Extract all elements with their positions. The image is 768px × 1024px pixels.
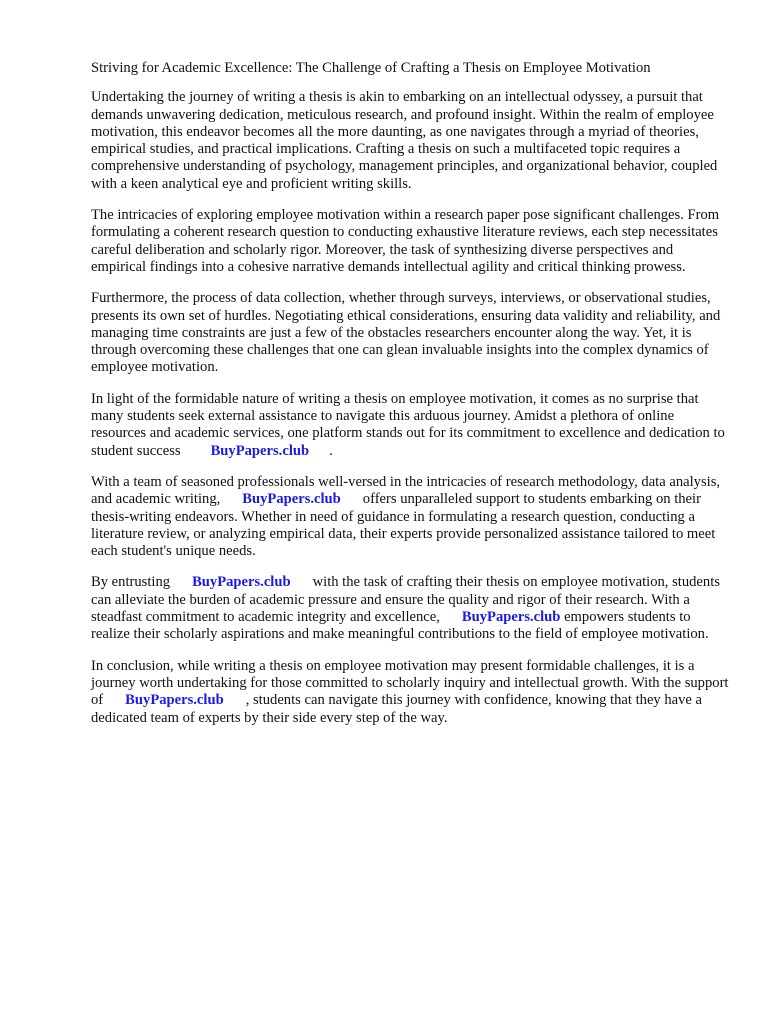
paragraph-conclusion	[91, 658, 731, 727]
buypapers-link[interactable]: BuyPapers.club	[242, 491, 341, 508]
paragraph-intro: Undertaking the journey of writing a thesis is akin to embarking on an intellectual odyssey, a pursuit that demands unwavering dedication, meticulous research, and profound insight. Within the realm of employee motivation, this endeavor becomes all the more daunting, as one navigates through a myriad of theories, empirical studies, and practical implications. Crafting a thesis on such a multifaceted topic requires a comprehensive understanding of psychology, management principles, and organizational behavior, coupled with a keen analytical eye and proficient writing skills.	[91, 89, 718, 192]
buypapers-link[interactable]: BuyPapers.club	[210, 442, 310, 459]
paragraph-text: empowers students to realize their scholarly aspirations and make meaningful contributions to the field of employee motivation.	[91, 609, 709, 643]
buypapers-link[interactable]: BuyPapers.club	[125, 692, 224, 709]
paragraph-text: , students can navigate this journey with confidence, knowing that they have a dedicated team of experts by their side every step of the way.	[91, 692, 703, 726]
paragraph-text: .	[329, 442, 333, 459]
document-page	[91, 60, 731, 741]
buypapers-link[interactable]: BuyPapers.club	[192, 574, 291, 591]
paragraph-text: With a team of seasoned professionals well-versed in the intricacies of research methodology, data analysis, and academic writing,	[91, 473, 721, 508]
paragraph-entrusting	[91, 574, 731, 643]
paragraph-assistance	[91, 391, 731, 460]
paragraph-text: with the task of crafting their thesis on employee motivation, students can alleviate the burden of academic pressure and ensure the quality and rigor of their research. With a steadfast commitment to academic integrity and excellence,	[91, 574, 720, 626]
paragraph-data-collection: Furthermore, the process of data collection, whether through surveys, interviews, or observational studies, presents its own set of hurdles. Negotiating ethical considerations, ensuring data validity and reliability, and managing time constraints are just a few of the obstacles researchers encounter along the way. Yet, it is through overcoming these challenges that one can glean invaluable insights into the complex dynamics of employee motivation.	[91, 290, 721, 376]
paragraph-team	[91, 474, 731, 560]
paragraph-text: offers unparalleled support to students embarking on their thesis-writing endeavors. Whether in need of guidance in formulating a research question, conducting a literature review, or analyzing empirical data, their experts provide personalized assistance tailored to meet each student's unique needs.	[91, 491, 716, 560]
paragraph-text: By entrusting	[91, 574, 171, 591]
buypapers-link[interactable]: BuyPapers.club	[461, 609, 561, 626]
paragraph-challenges: The intricacies of exploring employee motivation within a research paper pose significant challenges. From formulating a coherent research question to conducting exhaustive literature reviews, each step necessitates careful deliberation and scholarly rigor. Moreover, the task of synthesizing diverse perspectives and empirical findings into a cohesive narrative demands intellectual agility and critical thinking prowess.	[91, 207, 720, 275]
paragraph-text: In conclusion, while writing a thesis on employee motivation may present formidable challenges, it is a journey worth undertaking for those committed to scholarly inquiry and intellectual growth. With the support of	[91, 657, 729, 709]
paragraph-text: In light of the formidable nature of writing a thesis on employee motivation, it comes as no surprise that many students seek external assistance to navigate this arduous journey. Amidst a plethora of online resources and academic services, one platform stands out for its commitment to excellence and dedication to student success	[91, 390, 725, 459]
document-title: Striving for Academic Excellence: The Challenge of Crafting a Thesis on Employee Motivation	[91, 60, 651, 76]
